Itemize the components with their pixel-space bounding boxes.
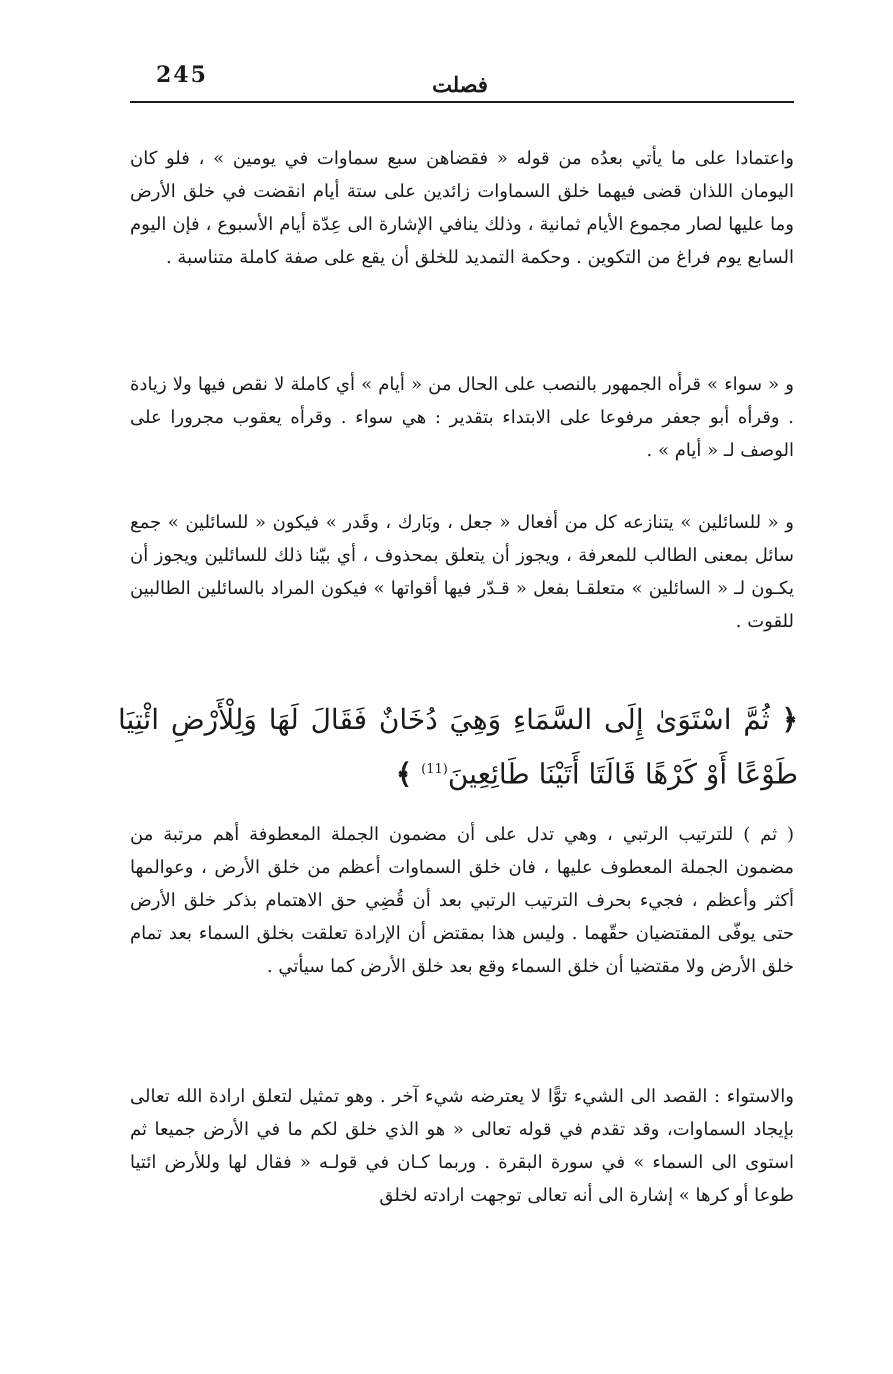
verse-close-bracket: ﴾ — [395, 757, 413, 791]
verse-text: ثُمَّ اسْتَوَىٰ إِلَى السَّمَاءِ وَهِيَ دُخَانٌ فَقَالَ لَهَا وَلِلْأَرْضِ ائْتِيَا طَوْعًا أَوْ كَرْهًا قَالَتَا أَتَيْنَا طَائِعِينَ — [118, 703, 798, 791]
paragraph-thumma-explanation — [130, 818, 794, 983]
header-rule — [130, 101, 794, 103]
paragraph-sawaa-readings — [130, 368, 794, 467]
verse-open-bracket: ﴿ — [781, 703, 798, 736]
paragraph-text: والاستواء : القصد الى الشيء توًّا لا يعترضه شيء آخر . وهو تمثيل لتعلق ارادة الله تعالى بإيجاد السماوات، وقد تقدم في قوله تعالى « هو الذي خلق لكم ما في الأرض جميعا ثم استوى الى السماء » في سورة البقرة . وربما كـان في قولـه « فقال لها وللأرض ائتيا طوعا أو كرها » إشارة الى أنه تعالى توجهت ارادته لخلق — [130, 1086, 794, 1206]
paragraph-text: و « سواء » قرأه الجمهور بالنصب على الحال من « أيام » أي كاملة لا نقص فيها ولا زيادة . وقرأه أبو جعفر مرفوعا على الابتداء بتقدير : هي سواء . وقرأه يعقوب مجرورا على الوصف لـ « أيام » . — [130, 374, 794, 461]
quran-verse — [118, 695, 798, 799]
paragraph-text: ( ثم ) للترتيب الرتبي ، وهي تدل على أن مضمون الجملة المعطوفة أهم مرتبة من مضمون الجملة المعطوف عليها ، فان خلق السماوات أعظم من خلق الأرض ، وعوالمها أكثر وأعظم ، فجيء بحرف الترتيب الرتبي بعد أن قُضِي حق الاهتمام بذكر خلق الأرض حتى يوفّى المقتضيان حقّهما . وليس هذا بمقتض أن الإرادة تعلقت بخلق السماء بعد تمام خلق الأرض ولا مقتضيا أن خلق السماء وقع بعد خلق الأرض كما سيأتي . — [130, 824, 794, 977]
paragraph-istiwaa — [130, 1080, 794, 1212]
paragraph-text: و « للسائلين » يتنازعه كل من أفعال « جعل ، وبَارك ، وقَدر » فيكون « للسائلين » جمع سائل بمعنى الطالب للمعرفة ، ويجوز أن يتعلق بمحذوف ، أي بيّنا ذلك للسائلين ويجوز أن يكـون لـ « السائلين » متعلقـا بفعل « قـدّر فيها أقواتها » فيكون المراد بالسائلين الطالبين للقوت . — [130, 512, 794, 632]
verse-number: (11) — [421, 762, 448, 777]
running-title: فصلت — [432, 72, 488, 97]
paragraph-timing-of-creation — [130, 142, 794, 274]
paragraph-lil-saileen — [130, 506, 794, 638]
paragraph-text: واعتمادا على ما يأتي بعدُه من قوله « فقضاهن سبع سماوات في يومين » ، فلو كان اليومان اللذان قضى فيهما خلق السماوات زائدين على ستة أيام انقضت في خلق الأرض وما عليها لصار مجموع الأيام ثمانية ، وذلك ينافي الإشارة الى عِدّة أيام الأسبوع ، فإن اليوم السابع يوم فراغ من التكوين . وحكمة التمديد للخلق أن يقع على صفة كاملة متناسبة . — [130, 148, 794, 268]
page-number: 245 — [156, 62, 208, 88]
